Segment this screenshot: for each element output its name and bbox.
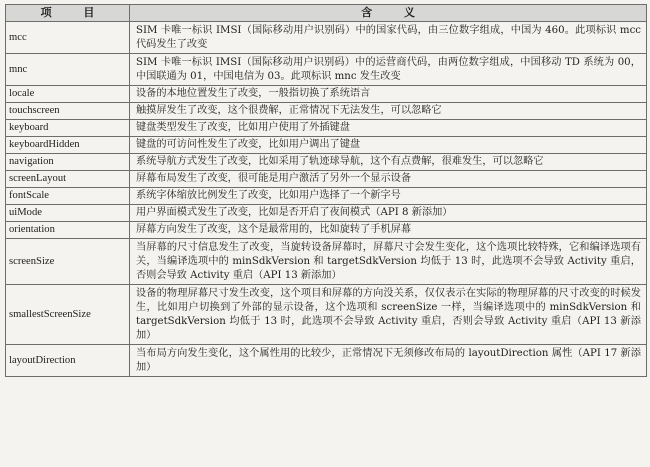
- row-desc: 屏幕方向发生了改变，这个是最常用的，比如旋转了手机屏幕: [130, 222, 647, 239]
- row-key: locale: [6, 86, 130, 103]
- row-key: screenSize: [6, 239, 130, 285]
- row-key: smallestScreenSize: [6, 285, 130, 345]
- table-row: [6, 345, 647, 377]
- row-key: uiMode: [6, 205, 130, 222]
- table-row: [6, 137, 647, 154]
- config-changes-table: [5, 4, 647, 377]
- row-desc: 当屏幕的尺寸信息发生了改变，当旋转设备屏幕时，屏幕尺寸会发生变化，这个选项比较特殊，它和编译选项有关，当编译选项中的 minSdkVersion 和 targetSdkVersion 均低于 13 时，此选项不会导致 Activity 重启，否则会导致 Activity 重启（API 13 新添加）: [130, 239, 647, 285]
- header-item: 项 目: [6, 5, 130, 22]
- row-key: orientation: [6, 222, 130, 239]
- row-desc: 系统导航方式发生了改变，比如采用了轨迹球导航，这个有点费解，很难发生，可以忽略它: [130, 154, 647, 171]
- row-desc: 屏幕布局发生了改变，很可能是用户激活了另外一个显示设备: [130, 171, 647, 188]
- row-desc: 键盘的可访问性发生了改变，比如用户调出了键盘: [130, 137, 647, 154]
- row-key: keyboardHidden: [6, 137, 130, 154]
- row-desc: SIM 卡唯一标识 IMSI（国际移动用户识别码）中的国家代码，由三位数字组成，中国为 460。此项标识 mcc 代码发生了改变: [130, 22, 647, 54]
- table-row: [6, 120, 647, 137]
- row-desc: 系统字体缩放比例发生了改变，比如用户选择了一个新字号: [130, 188, 647, 205]
- table-row: [6, 22, 647, 54]
- row-desc: 键盘类型发生了改变，比如用户使用了外插键盘: [130, 120, 647, 137]
- header-meaning: 含 义: [130, 5, 647, 22]
- table-row: [6, 103, 647, 120]
- table-row: [6, 205, 647, 222]
- table-row: [6, 239, 647, 285]
- row-key: layoutDirection: [6, 345, 130, 377]
- table-row: [6, 171, 647, 188]
- table-row: [6, 188, 647, 205]
- table-row: [6, 285, 647, 345]
- table-row: [6, 154, 647, 171]
- row-desc: 设备的本地位置发生了改变，一般指切换了系统语言: [130, 86, 647, 103]
- row-key: keyboard: [6, 120, 130, 137]
- row-key: screenLayout: [6, 171, 130, 188]
- row-key: mcc: [6, 22, 130, 54]
- row-desc: 用户界面模式发生了改变，比如是否开启了夜间模式（API 8 新添加）: [130, 205, 647, 222]
- config-changes-table-container: [5, 4, 646, 377]
- table-header-row: [6, 5, 647, 22]
- table-row: [6, 54, 647, 86]
- row-key: navigation: [6, 154, 130, 171]
- row-desc: 设备的物理屏幕尺寸发生改变，这个项目和屏幕的方向没关系，仅仅表示在实际的物理屏幕的尺寸改变的时候发生，比如用户切换到了外部的显示设备，这个选项和 screenSize 一样，当编译选项中的 minSdkVersion 和 targetSdkVersion 均低于 13 时，此选项不会导致 Activity 重启，否则会导致 Activity 重启（API 13 新添加）: [130, 285, 647, 345]
- row-desc: 当布局方向发生变化，这个属性用的比较少，正常情况下无须修改布局的 layoutDirection 属性（API 17 新添加）: [130, 345, 647, 377]
- row-desc: 触摸屏发生了改变，这个很费解，正常情况下无法发生，可以忽略它: [130, 103, 647, 120]
- row-key: mnc: [6, 54, 130, 86]
- row-desc: SIM 卡唯一标识 IMSI（国际移动用户识别码）中的运营商代码，由两位数字组成，中国移动 TD 系统为 00，中国联通为 01，中国电信为 03。此项标识 mnc 发生改变: [130, 54, 647, 86]
- row-key: fontScale: [6, 188, 130, 205]
- row-key: touchscreen: [6, 103, 130, 120]
- table-row: [6, 222, 647, 239]
- table-row: [6, 86, 647, 103]
